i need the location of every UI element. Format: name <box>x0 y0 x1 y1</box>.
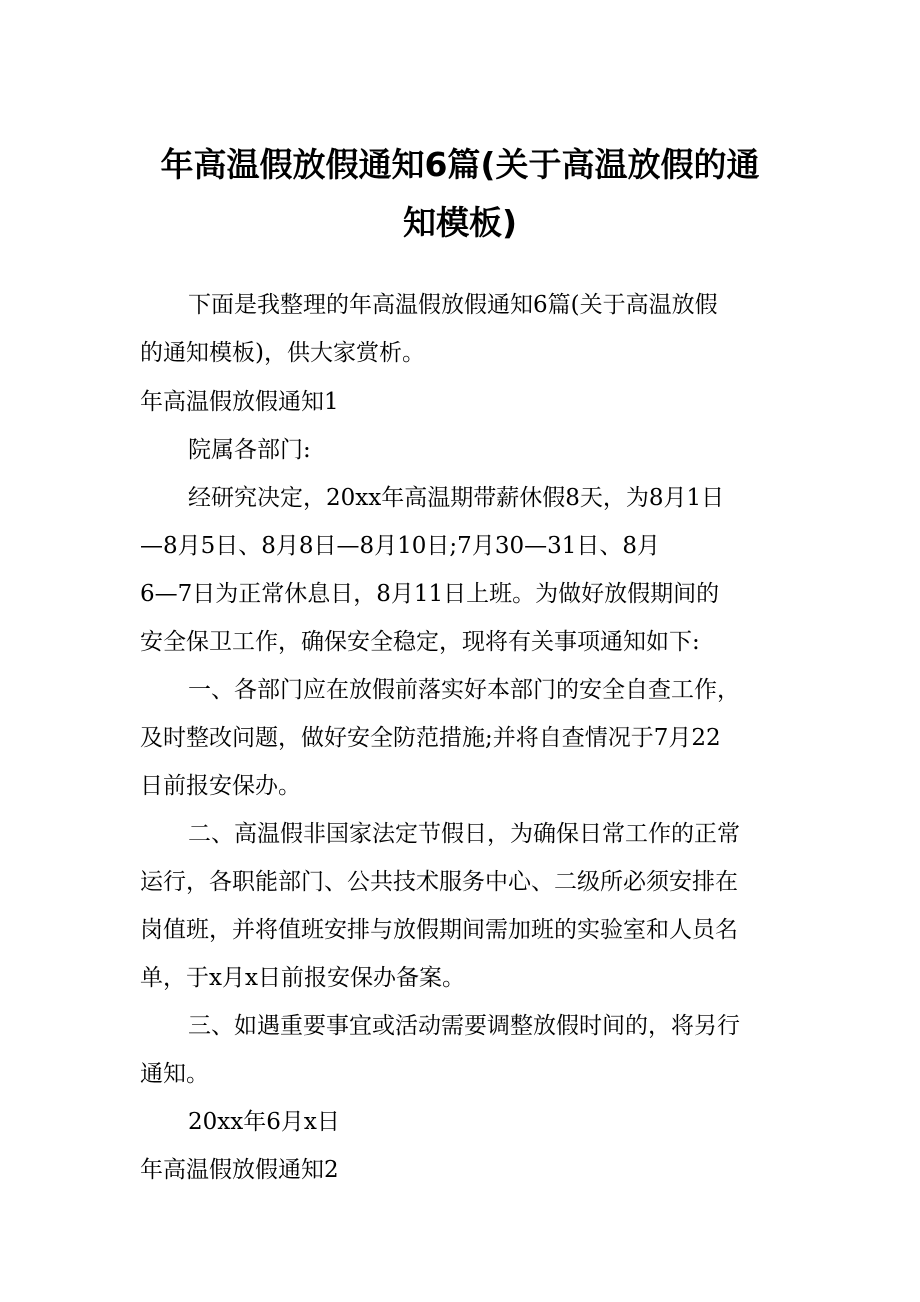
item-2-line-2: 运行，各职能部门、公共技术服务中心、二级所必须安排在 <box>140 869 738 895</box>
section-1-salutation: 院属各部门: <box>188 437 311 463</box>
item-2-line-1: 二、高温假非国家法定节假日，为确保日常工作的正常 <box>188 821 740 847</box>
item-1-line-2: 及时整改问题，做好安全防范措施;并将自查情况于7月22 <box>140 725 721 751</box>
paragraph-1-line-2: —8月5日、8月8日—8月10日;7月30—31日、8月 <box>140 533 660 559</box>
item-1-line-3: 日前报安保办。 <box>140 773 301 799</box>
paragraph-1-line-4: 安全保卫工作，确保安全稳定，现将有关事项通知如下: <box>140 629 700 655</box>
paragraph-1-line-1: 经研究决定，20xx年高温期带薪休假8天，为8月1日 <box>188 485 725 511</box>
item-3-line-1: 三、如遇重要事宜或活动需要调整放假时间的，将另行 <box>188 1013 740 1039</box>
intro-line-2: 的通知模板)，供大家赏析。 <box>140 340 425 366</box>
section-1-heading: 年高温假放假通知1 <box>140 389 339 415</box>
section-2-heading: 年高温假放假通知2 <box>140 1157 339 1183</box>
document-title-line-2: 知模板) <box>402 203 518 242</box>
paragraph-1-line-3: 6—7日为正常休息日，8月11日上班。为做好放假期间的 <box>140 581 720 607</box>
intro-line-1: 下面是我整理的年高温假放假通知6篇(关于高温放假 <box>188 292 718 318</box>
item-3-line-2: 通知。 <box>140 1061 209 1087</box>
item-2-line-3: 岗值班，并将值班安排与放假期间需加班的实验室和人员名 <box>140 917 738 943</box>
notice-date: 20xx年6月x日 <box>188 1109 340 1135</box>
item-2-line-4: 单，于x月x日前报安保办备案。 <box>140 965 465 991</box>
item-1-line-1: 一、各部门应在放假前落实好本部门的安全自查工作， <box>188 677 740 703</box>
document-title-line-1: 年高温假放假通知6篇(关于高温放假的通 <box>160 145 760 184</box>
